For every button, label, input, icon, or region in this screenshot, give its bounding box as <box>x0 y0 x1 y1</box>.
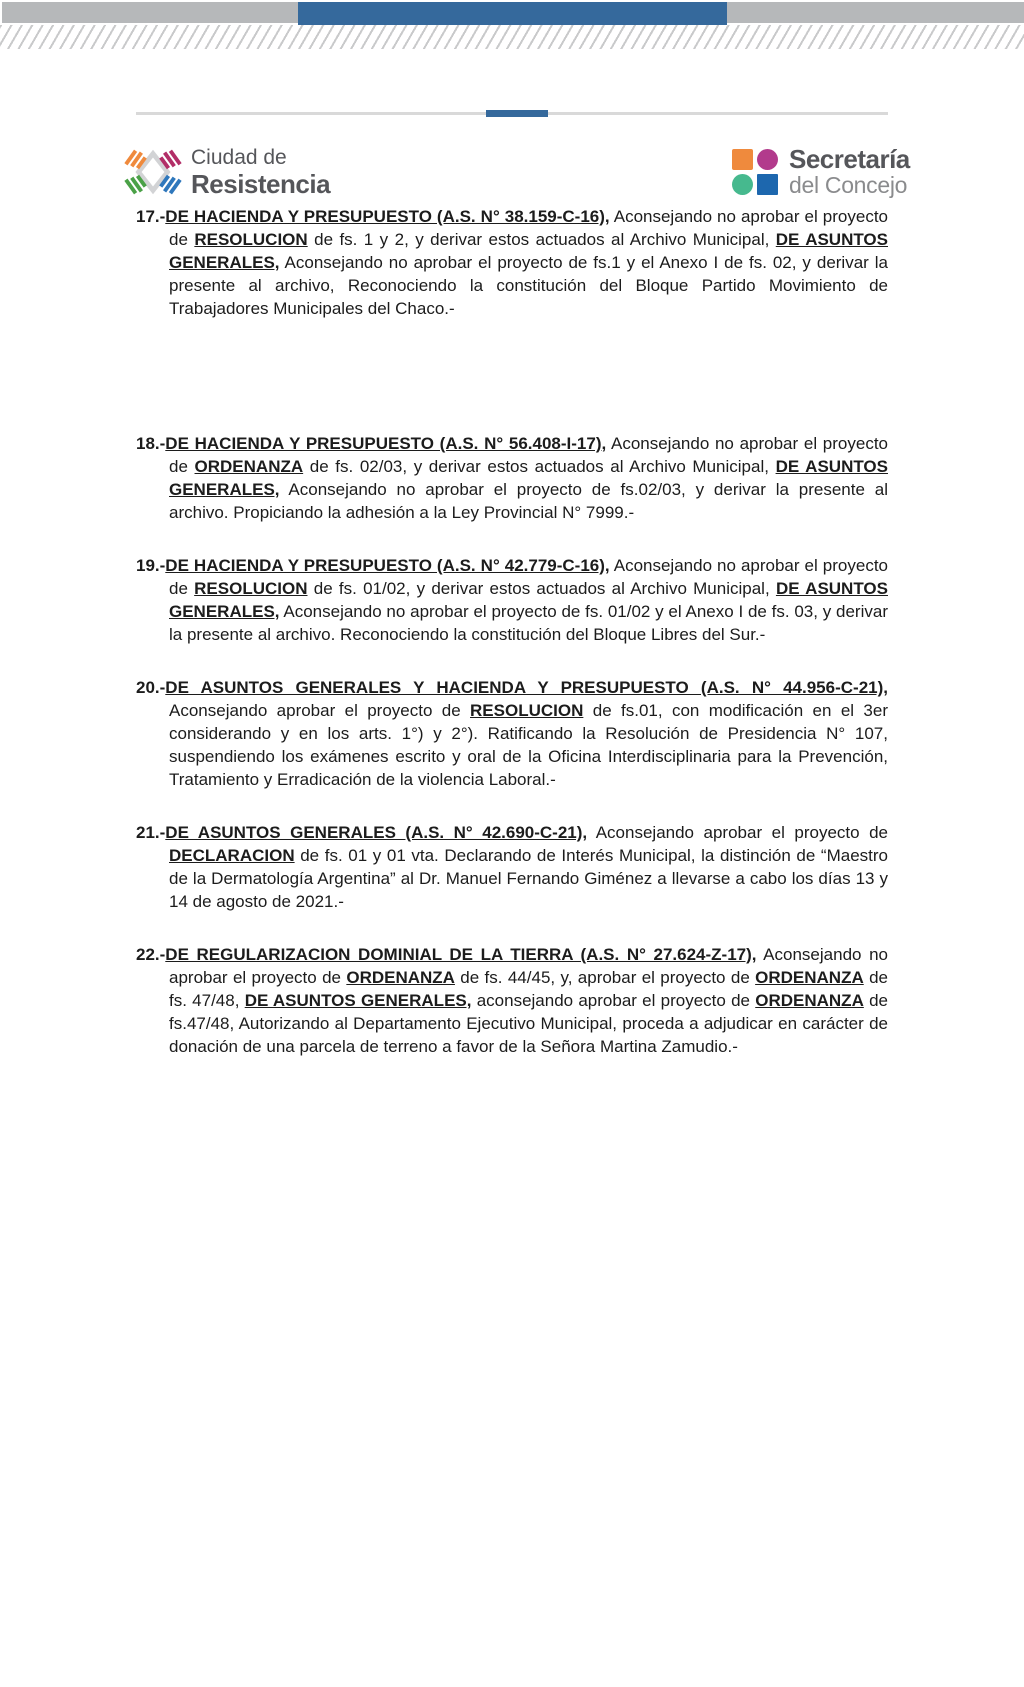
agenda-item <box>136 821 888 913</box>
item-text: aconsejando aprobar el proyecto de <box>471 991 756 1010</box>
item-text: de fs. 01/02, y derivar estos actuados al Archivo Municipal, <box>307 579 776 598</box>
agenda-item <box>136 676 888 791</box>
header-divider-blue-accent <box>486 110 548 117</box>
item-text: Aconsejando no aprobar el proyecto de <box>169 207 889 249</box>
item-number: 22.- <box>136 945 166 964</box>
agenda-item <box>136 554 888 646</box>
committee-heading: DE ASUNTOS GENERALES, <box>169 457 888 499</box>
item-text: de fs. 1 y 2, y derivar estos actuados al Archivo Municipal, <box>307 230 776 249</box>
council-secretariat-logo <box>732 146 910 198</box>
committee-heading: DE HACIENDA Y PRESUPUESTO (A.S. N° 56.408-I-17), <box>165 434 607 453</box>
city-logo-line1: Ciudad de <box>191 146 287 169</box>
committee-heading: DE HACIENDA Y PRESUPUESTO (A.S. N° 42.779-C-16), <box>165 556 610 575</box>
committee-heading: RESOLUCION <box>194 579 308 598</box>
committee-heading: RESOLUCION <box>470 701 584 720</box>
committee-heading: DE ASUNTOS GENERALES (A.S. N° 42.690-C-21), <box>165 823 588 842</box>
item-number: 21.- <box>136 823 166 842</box>
item-text: Aconsejando no aprobar el proyecto de fs.1 y el Anexo I de fs. 02, y derivar la presente al archivo, Reconociendo la constitución del Bloque Partido Movimiento de Trabajadores Municipales del Chaco.- <box>169 253 888 318</box>
teal-circle-icon <box>732 174 753 195</box>
item-text: Aconsejando no aprobar el proyecto de fs. 01/02 y el Anexo I de fs. 03, y derivar la presente al archivo. Reconociendo la constitución del Bloque Libres del Sur.- <box>169 602 888 644</box>
item-text: Aconsejando no aprobar el proyecto de fs.02/03, y derivar la presente al archivo. Propiciando la adhesión a la Ley Provincial N° 7999.- <box>169 480 888 522</box>
magenta-circle-icon <box>757 149 778 170</box>
top-blue-accent-bar <box>298 2 727 25</box>
diagonal-hatch-strip <box>0 25 1024 49</box>
committee-heading: ORDENANZA <box>194 457 304 476</box>
header-divider-line <box>136 112 888 115</box>
item-text: de fs. 44/45, y, aprobar el proyecto de <box>454 968 756 987</box>
committee-heading: DE ASUNTOS GENERALES, <box>244 991 472 1010</box>
committee-heading: ORDENANZA <box>755 991 864 1010</box>
item-text: de fs. 01 y 01 vta. Declarando de Interés Municipal, la distinción de “Maestro de la Dermatología Argentina” al Dr. Manuel Fernando Giménez a llevarse a cabo los días 13 y 14 de agosto de 2021.- <box>169 846 888 911</box>
item-text: de fs. 47/48, <box>169 968 888 1010</box>
item-text: de fs. 02/03, y derivar estos actuados al Archivo Municipal, <box>303 457 776 476</box>
item-text: de fs.01, con modificación en el 3er considerando y en los arts. 1°) y 2°). Ratificando la Resolución de Presidencia N° 107, suspendiendo los exámenes escrito y oral de la Oficina Interdisciplinaria para la Prevención, Tratamiento y Erradicación de la violencia Laboral.- <box>169 701 888 789</box>
item-number: 20.- <box>136 678 166 697</box>
agenda-item <box>136 205 888 320</box>
committee-heading: DECLARACION <box>169 846 295 865</box>
orange-square-icon <box>732 149 753 170</box>
resistencia-diamond-icon <box>124 138 182 206</box>
item-text: de fs.47/48, Autorizando al Departamento Ejecutivo Municipal, proceda a adjudicar en carácter de donación de una parcela de terreno a favor de la Señora Martina Zamudio.- <box>169 991 888 1056</box>
blue-square-icon <box>757 174 778 195</box>
agenda-item <box>136 432 888 524</box>
item-number: 18.- <box>136 434 166 453</box>
secretariat-shapes-icon <box>732 149 778 195</box>
committee-heading: ORDENANZA <box>755 968 864 987</box>
top-gray-bar <box>2 2 1024 23</box>
committee-heading: DE REGULARIZACION DOMINIAL DE LA TIERRA (A.S. N° 27.624-Z-17), <box>165 945 757 964</box>
city-logo-line2: Resistencia <box>191 169 331 199</box>
committee-heading: ORDENANZA <box>346 968 455 987</box>
item-number: 17.- <box>136 207 166 226</box>
item-text: Aconsejando no aprobar el proyecto de <box>169 945 888 987</box>
item-text: Aconsejando aprobar el proyecto de <box>169 701 471 720</box>
document-items <box>136 205 888 1088</box>
committee-heading: DE HACIENDA Y PRESUPUESTO (A.S. N° 38.159-C-16), <box>165 207 610 226</box>
committee-heading: RESOLUCION <box>194 230 308 249</box>
city-logo <box>124 138 330 206</box>
item-text: Aconsejando no aprobar el proyecto de <box>169 434 888 476</box>
secretariat-logo-line1: Secretaría <box>789 144 910 174</box>
item-text: Aconsejando aprobar el proyecto de <box>587 823 888 842</box>
item-number: 19.- <box>136 556 166 575</box>
secretariat-logo-line2: del Concejo <box>789 172 908 198</box>
agenda-item <box>136 943 888 1058</box>
committee-heading: DE ASUNTOS GENERALES Y HACIENDA Y PRESUPUESTO (A.S. N° 44.956-C-21), <box>165 678 888 697</box>
item-text: Aconsejando no aprobar el proyecto de <box>169 556 889 598</box>
committee-heading: DE ASUNTOS GENERALES, <box>169 230 888 272</box>
committee-heading: DE ASUNTOS GENERALES, <box>169 579 888 621</box>
